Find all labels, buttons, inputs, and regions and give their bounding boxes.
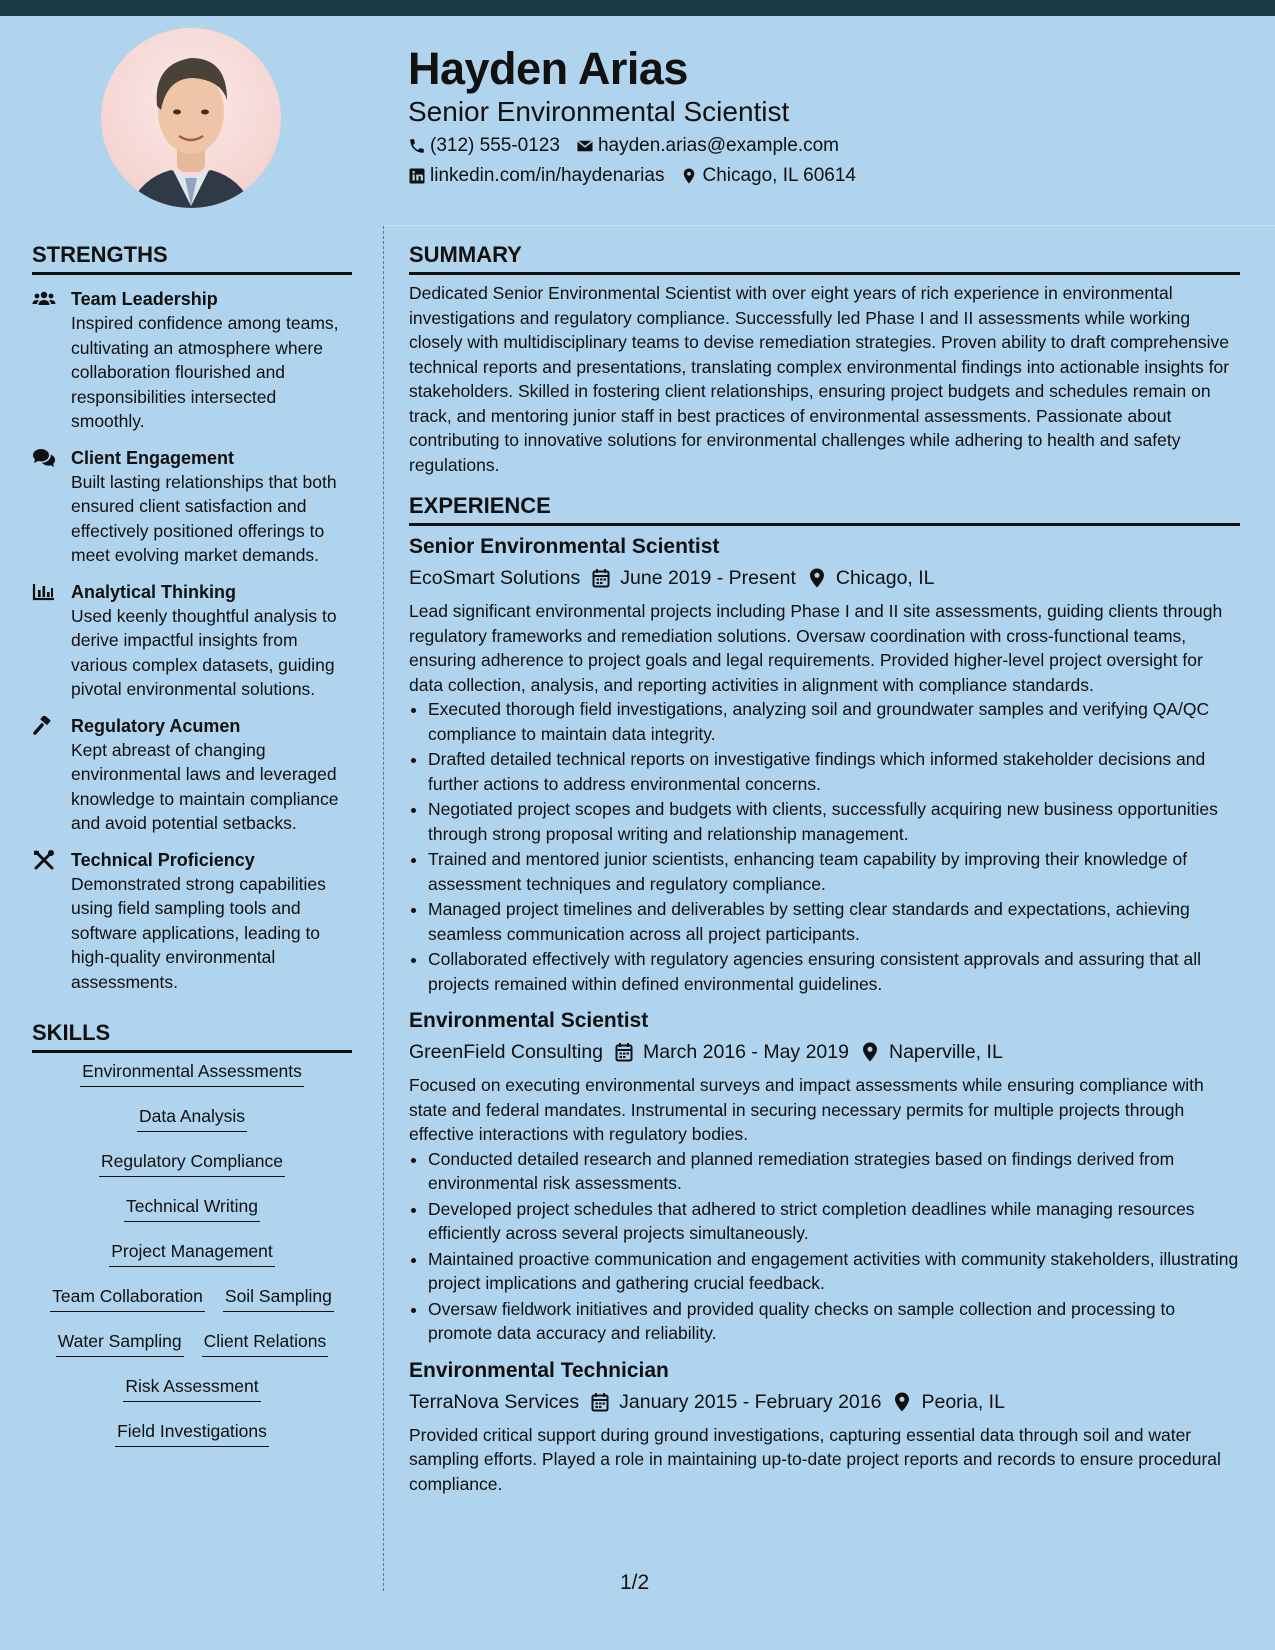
phone-item	[408, 134, 560, 158]
email-item	[576, 134, 839, 158]
map-pin-icon	[861, 1042, 879, 1062]
comments-icon	[32, 448, 56, 468]
job-company: TerraNova Services	[409, 1390, 580, 1413]
strength-item	[32, 580, 352, 702]
strength-item	[32, 446, 352, 568]
job-description: Provided critical support during ground investigations, capturing essential data through soil and water sampling efforts. Played a role in maintaining up-to-date project reports and records to ensure procedural compliance.	[409, 1424, 1221, 1494]
summary-heading: SUMMARY	[409, 242, 1240, 275]
skill-tag: Water Sampling	[56, 1329, 184, 1357]
top-accent-bar	[0, 0, 1275, 16]
contact-row-1	[408, 134, 855, 158]
strength-name: Client Engagement	[71, 447, 235, 468]
skill-tag: Data Analysis	[137, 1104, 247, 1132]
skill-row	[32, 1284, 352, 1329]
skill-row	[32, 1194, 352, 1239]
skill-tag: Client Relations	[202, 1329, 329, 1357]
strength-desc: Built lasting relationships that both ensured client satisfaction and effectively positioned offerings to meet evolving market demands.	[71, 471, 337, 565]
strength-name: Analytical Thinking	[71, 581, 237, 602]
phone-icon	[408, 137, 426, 155]
skill-tag: Field Investigations	[115, 1419, 269, 1447]
phone-text[interactable]: (312) 555-0123	[430, 135, 560, 156]
skill-row	[32, 1059, 352, 1104]
skill-row	[32, 1329, 352, 1374]
skill-row	[32, 1374, 352, 1419]
skills-section	[32, 1020, 352, 1464]
job-bullets	[409, 1147, 1240, 1346]
job-company: GreenField Consulting	[409, 1041, 604, 1063]
job-entry	[409, 1008, 1240, 1346]
linkedin-icon	[408, 167, 426, 185]
bullet-item: • Oversaw fieldwork initiatives and provided quality checks on sample collection and processing to promote data accuracy and reliability.	[428, 1297, 1240, 1346]
left-column	[32, 242, 352, 1464]
header-divider	[385, 225, 1275, 226]
bullet-item: • Executed thorough field investigations, analyzing soil and groundwater samples and verifying QA/QC compliance to maintain data integrity.	[428, 697, 1240, 746]
candidate-title: Senior Environmental Scientist	[408, 96, 790, 127]
strength-desc: Inspired confidence among teams, cultivating an atmosphere where collaboration flourished and responsibilities intersected smoothly.	[71, 313, 339, 431]
job-title: Senior Environmental Scientist	[409, 535, 720, 558]
linkedin-item	[408, 164, 664, 188]
skills-list	[32, 1053, 352, 1464]
calendar-icon	[591, 1392, 609, 1412]
bullet-item: • Maintained proactive communication and engagement activities with community stakeholders, illustrating project implications and gathering crucial feedback.	[428, 1247, 1240, 1296]
profile-photo	[101, 28, 281, 208]
bullet-item: • Managed project timelines and deliverables by setting clear standards and expectations, achieving seamless communication across all project participants.	[428, 897, 1240, 946]
strengths-list	[32, 287, 352, 994]
job-company: EcoSmart Solutions	[409, 567, 581, 589]
calendar-icon	[592, 568, 610, 588]
bullet-item: • Negotiated project scopes and budgets with clients, successfully acquiring new business opportunities through strong proposal writing and relationship management.	[428, 797, 1240, 846]
gavel-icon	[32, 716, 56, 736]
job-title: Environmental Technician	[409, 1358, 669, 1382]
experience-heading: EXPERIENCE	[409, 493, 1240, 526]
tools-icon	[32, 850, 56, 870]
job-description: Lead significant environmental projects including Phase I and II site assessments, guiding clients through regulatory frameworks and remediation solutions. Oversaw coordination with cross-functional teams, ensuring adherence to project goals and legal requirements. Provided higher-level project oversight for data collection, analysis, and reporting activities in alignment with compliance standards.	[409, 601, 1223, 695]
users-icon	[32, 289, 56, 309]
job-entry	[409, 1358, 1240, 1497]
linkedin-text[interactable]: linkedin.com/in/haydenarias	[430, 165, 665, 186]
location-item	[680, 164, 856, 188]
contact-row-2	[408, 164, 872, 188]
strengths-heading: STRENGTHS	[32, 242, 352, 275]
job-dates: June 2019 - Present	[620, 567, 796, 589]
calendar-icon	[615, 1042, 633, 1062]
bullet-item: • Trained and mentored junior scientists, enhancing team capability by improving their knowledge of assessment techniques and regulatory compliance.	[428, 847, 1240, 896]
job-title: Environmental Scientist	[409, 1009, 649, 1032]
column-divider	[383, 226, 384, 1591]
bullet-item: • Drafted detailed technical reports on investigative findings which informed stakeholder decisions and further actions to address environmental concerns.	[428, 747, 1240, 796]
strength-desc: Demonstrated strong capabilities using field sampling tools and software applications, leading to high-quality environmental assessments.	[71, 873, 326, 992]
job-location: Peoria, IL	[921, 1390, 1005, 1413]
summary-section	[409, 242, 1240, 477]
location-text: Chicago, IL 60614	[702, 165, 856, 186]
map-pin-icon	[808, 568, 826, 588]
map-pin-icon	[893, 1392, 911, 1412]
email-text[interactable]: hayden.arias@example.com	[597, 135, 840, 156]
skill-row	[32, 1149, 352, 1194]
strength-name: Team Leadership	[71, 289, 218, 309]
skill-row	[32, 1239, 352, 1284]
strength-name: Technical Proficiency	[71, 849, 255, 870]
envelope-icon	[576, 137, 594, 155]
job-location: Chicago, IL	[835, 567, 935, 589]
candidate-name: Hayden Arias	[408, 43, 688, 94]
strength-desc: Kept abreast of changing environmental laws and leveraged knowledge to maintain compliance and avoid potential setbacks.	[71, 739, 339, 833]
job-dates: January 2015 - February 2016	[619, 1390, 882, 1413]
job-bullets	[409, 697, 1240, 996]
job-dates: March 2016 - May 2019	[643, 1041, 849, 1063]
strength-item	[32, 714, 352, 836]
page-number: 1/2	[620, 1571, 650, 1594]
skill-row	[32, 1419, 352, 1464]
strength-item	[32, 848, 352, 995]
strength-item	[32, 287, 352, 434]
bullet-item: • Collaborated effectively with regulatory agencies ensuring consistent approvals and assuring that all projects remained within defined environmental guidelines.	[428, 947, 1240, 996]
right-column	[409, 242, 1240, 1508]
job-entry	[409, 534, 1240, 996]
job-description: Focused on executing environmental surveys and impact assessments while ensuring compliance with state and federal mandates. Instrumental in securing necessary permits for multiple projects through effective interactions with regulatory bodies.	[409, 1075, 1204, 1144]
strength-desc: Used keenly thoughtful analysis to derive impactful insights from various complex datasets, guiding pivotal environmental solutions.	[71, 605, 337, 699]
chart-icon	[32, 582, 56, 602]
skill-tag: Soil Sampling	[223, 1284, 334, 1312]
map-pin-icon	[680, 167, 698, 185]
skill-tag: Team Collaboration	[50, 1284, 205, 1312]
skill-tag: Technical Writing	[124, 1194, 260, 1222]
job-location: Naperville, IL	[888, 1041, 1003, 1063]
bullet-item: • Developed project schedules that adhered to strict completion deadlines while managing resources efficiently across several projects simultaneously.	[428, 1197, 1240, 1246]
bullet-item: • Conducted detailed research and planned remediation strategies based on findings derived from environmental risk assessments.	[428, 1147, 1240, 1196]
job-meta	[409, 1039, 1240, 1065]
job-meta	[409, 565, 1240, 591]
skill-tag: Regulatory Compliance	[99, 1149, 285, 1177]
experience-section	[409, 493, 1240, 1496]
skill-tag: Environmental Assessments	[80, 1059, 304, 1087]
skill-tag: Risk Assessment	[123, 1374, 260, 1402]
skills-heading: SKILLS	[32, 1020, 352, 1053]
skill-row	[32, 1104, 352, 1149]
strength-name: Regulatory Acumen	[71, 715, 241, 736]
summary-text: Dedicated Senior Environmental Scientist with over eight years of rich experience in environmental investigations and regulatory compliance. Successfully led Phase I and II assessments while working closely with multidisciplinary teams to devise remediation strategies. Proven ability to draft comprehensive technical reports and presentations, translating complex environmental findings into actionable insights for stakeholders. Skilled in fostering client relationships, ensuring project budgets and schedules remain on track, and mentoring junior staff in best practices of environmental assessments. Passionate about contributing to innovative solutions for environmental challenges while adhering to health and safety regulations.	[409, 283, 1230, 475]
skill-tag: Project Management	[109, 1239, 274, 1267]
job-meta	[409, 1389, 1240, 1415]
